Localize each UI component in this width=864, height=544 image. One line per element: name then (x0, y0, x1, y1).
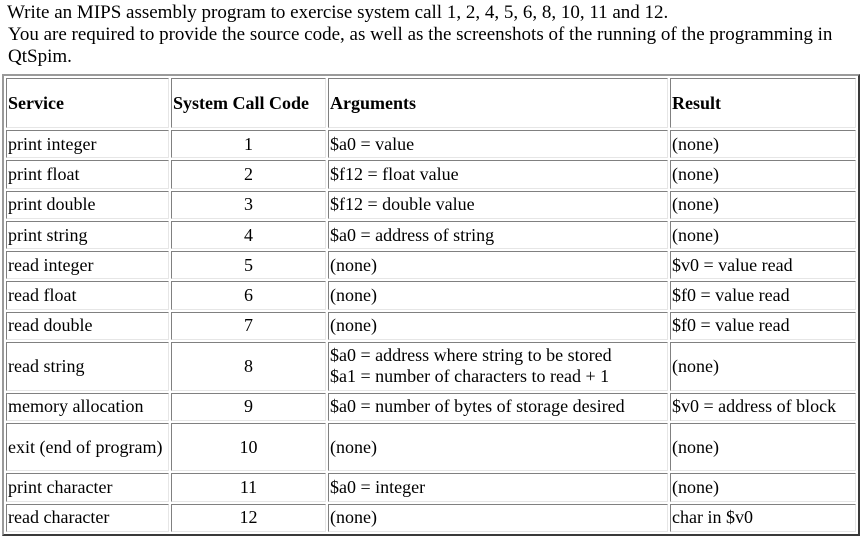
result-cell: (none) (670, 130, 856, 158)
argument-line: (none) (330, 254, 377, 275)
service-cell: read integer (6, 251, 169, 279)
table-row (6, 504, 856, 532)
arguments-cell (328, 393, 668, 421)
table-row (6, 312, 856, 340)
service-cell: print character (6, 473, 169, 501)
result-cell: (none) (670, 473, 856, 501)
syscall-table-frame (2, 74, 860, 536)
code-cell: 2 (171, 160, 326, 188)
service-cell: read float (6, 281, 169, 309)
argument-line: $a0 = value (330, 133, 415, 154)
arguments-cell (328, 423, 668, 472)
arguments-cell (328, 342, 668, 391)
service-cell: print float (6, 160, 169, 188)
service-cell: read double (6, 312, 169, 340)
result-cell: $v0 = address of block (670, 393, 856, 421)
argument-line: $f12 = double value (330, 194, 475, 215)
code-cell: 3 (171, 191, 326, 219)
code-cell: 4 (171, 221, 326, 249)
code-cell: 10 (171, 423, 326, 472)
result-cell: $f0 = value read (670, 312, 856, 340)
argument-line: $a0 = integer (330, 477, 426, 498)
arguments-cell (328, 312, 668, 340)
table-row (6, 281, 856, 309)
arguments-cell (328, 281, 668, 309)
assignment-instructions (7, 2, 857, 68)
result-cell: $f0 = value read (670, 281, 856, 309)
argument-line: $f12 = float value (330, 163, 459, 184)
arguments-cell (328, 473, 668, 501)
argument-line: $a0 = address where string to be stored (330, 345, 612, 366)
table-row (6, 393, 856, 421)
arguments-cell (328, 191, 668, 219)
service-cell: read character (6, 504, 169, 532)
result-cell: (none) (670, 342, 856, 391)
code-cell: 12 (171, 504, 326, 532)
code-cell: 8 (171, 342, 326, 391)
instruction-line-1: Write an MIPS assembly program to exercise system call 1, 2, 4, 5, 6, 8, 10, 11 and 12. (7, 2, 669, 23)
argument-line: $a0 = address of string (330, 224, 495, 245)
header-arguments: Arguments (328, 78, 668, 128)
header-service: Service (6, 78, 169, 128)
arguments-cell (328, 251, 668, 279)
service-cell: exit (end of program) (6, 423, 169, 472)
arguments-cell (328, 504, 668, 532)
table-row (6, 160, 856, 188)
result-cell: $v0 = value read (670, 251, 856, 279)
arguments-cell (328, 130, 668, 158)
argument-line: $a1 = number of characters to read + 1 (330, 366, 610, 387)
table-row (6, 342, 856, 391)
instruction-line-2: You are required to provide the source code, as well as the screenshots of the running of the programming in QtSpim. (8, 24, 833, 67)
service-cell: print double (6, 191, 169, 219)
table-row (6, 221, 856, 249)
result-cell: (none) (670, 221, 856, 249)
argument-line: (none) (330, 315, 377, 336)
table-body (6, 130, 856, 532)
argument-line: (none) (330, 436, 377, 457)
service-cell: print string (6, 221, 169, 249)
argument-line: $a0 = number of bytes of storage desired (330, 396, 625, 417)
code-cell: 9 (171, 393, 326, 421)
result-cell: (none) (670, 423, 856, 472)
service-cell: read string (6, 342, 169, 391)
table-row (6, 191, 856, 219)
header-code: System Call Code (171, 78, 326, 128)
table-row (6, 130, 856, 158)
service-cell: print integer (6, 130, 169, 158)
table-header-row (6, 78, 856, 128)
arguments-cell (328, 221, 668, 249)
code-cell: 11 (171, 473, 326, 501)
code-cell: 6 (171, 281, 326, 309)
table-row (6, 423, 856, 472)
header-result: Result (670, 78, 856, 128)
result-cell: (none) (670, 160, 856, 188)
code-cell: 5 (171, 251, 326, 279)
result-cell: char in $v0 (670, 504, 856, 532)
arguments-cell (328, 160, 668, 188)
syscall-table (4, 76, 858, 534)
argument-line: (none) (330, 507, 377, 528)
service-cell: memory allocation (6, 393, 169, 421)
result-cell: (none) (670, 191, 856, 219)
code-cell: 1 (171, 130, 326, 158)
code-cell: 7 (171, 312, 326, 340)
table-row (6, 251, 856, 279)
argument-line: (none) (330, 285, 377, 306)
table-row (6, 473, 856, 501)
